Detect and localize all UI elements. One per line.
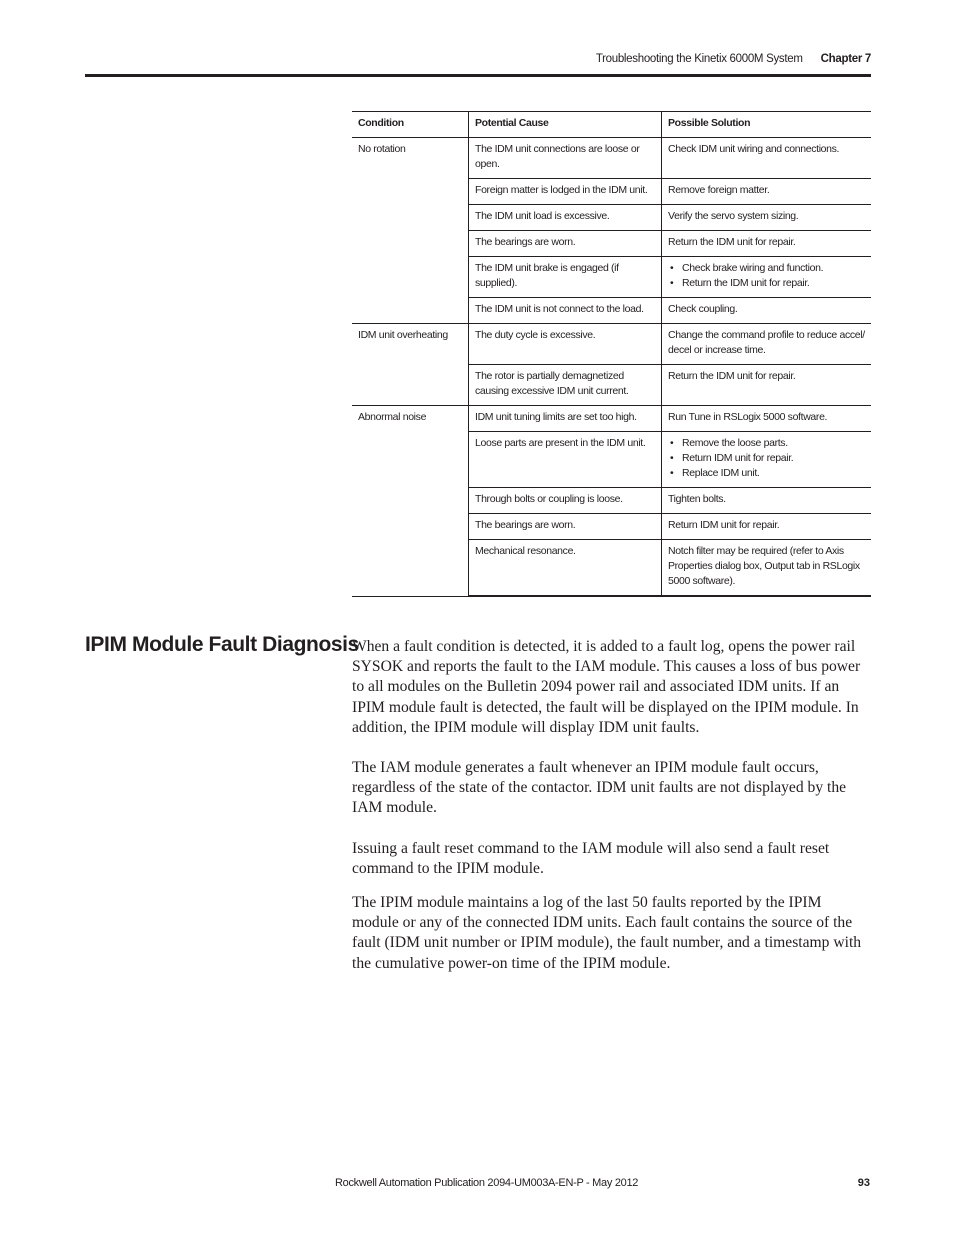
solution-list bbox=[668, 436, 866, 481]
table-row bbox=[352, 406, 871, 432]
solution-item: • Return the IDM unit for repair. bbox=[668, 276, 866, 291]
cause-cell: Foreign matter is lodged in the IDM unit. bbox=[469, 179, 662, 205]
solution-item: • Return IDM unit for repair. bbox=[668, 451, 866, 466]
solution-item: • Check brake wiring and function. bbox=[668, 261, 866, 276]
header-rule bbox=[85, 74, 871, 77]
running-header bbox=[596, 53, 871, 65]
publication-footer: Rockwell Automation Publication 2094-UM003A-EN-P - May 2012 bbox=[335, 1177, 639, 1189]
solution-cell: Remove foreign matter. bbox=[662, 179, 872, 205]
running-title: Troubleshooting the Kinetix 6000M System bbox=[595, 53, 803, 65]
cause-cell: The rotor is partially demagnetized causing excessive IDM unit current. bbox=[469, 365, 662, 406]
condition-cell: Abnormal noise bbox=[352, 406, 469, 597]
section-heading: IPIM Module Fault Diagnosis bbox=[85, 633, 359, 656]
cause-cell: IDM unit tuning limits are set too high. bbox=[469, 406, 662, 432]
solution-cell: Notch filter may be required (refer to Axis Properties dialog box, Output tab in RSLogix 5000 software). bbox=[662, 540, 872, 597]
body-paragraph: The IAM module generates a fault whenever an IPIM module fault occurs, regardless of the state of the contactor. IDM unit faults are not displayed by the IAM module. bbox=[352, 759, 847, 817]
section-body bbox=[352, 637, 872, 974]
solution-cell: Return IDM unit for repair. bbox=[662, 514, 872, 540]
solution-item: • Replace IDM unit. bbox=[668, 466, 866, 481]
cause-cell: The IDM unit brake is engaged (if supplied). bbox=[469, 257, 662, 298]
table-row bbox=[352, 324, 871, 365]
solution-list bbox=[668, 261, 866, 291]
cause-cell: The bearings are worn. bbox=[469, 514, 662, 540]
solution-cell: Tighten bolts. bbox=[662, 488, 872, 514]
solution-cell: Return the IDM unit for repair. bbox=[662, 231, 872, 257]
solution-cell: Check coupling. bbox=[662, 298, 872, 324]
solution-cell bbox=[662, 257, 872, 298]
cause-cell: Through bolts or coupling is loose. bbox=[469, 488, 662, 514]
chapter-label: Chapter 7 bbox=[820, 53, 871, 65]
cause-cell: The IDM unit load is excessive. bbox=[469, 205, 662, 231]
body-paragraph: The IPIM module maintains a log of the last 50 faults reported by the IPIM module or any of the connected IDM units. Each fault contains the source of the fault (IDM unit number or IPIM module), the fault number, and a timestamp with the cumulative power-on time of the IPIM module. bbox=[352, 894, 862, 972]
condition-cell: No rotation bbox=[352, 138, 469, 324]
cause-cell: The bearings are worn. bbox=[469, 231, 662, 257]
troubleshooting-table bbox=[352, 111, 871, 597]
solution-item: • Remove the loose parts. bbox=[668, 436, 866, 451]
cause-cell: The duty cycle is excessive. bbox=[469, 324, 662, 365]
cause-cell: Loose parts are present in the IDM unit. bbox=[469, 432, 662, 488]
table-row bbox=[352, 138, 871, 179]
solution-cell: Change the command profile to reduce accel/ decel or increase time. bbox=[662, 324, 872, 365]
cause-cell: The IDM unit is not connect to the load. bbox=[469, 298, 662, 324]
page-number: 93 bbox=[857, 1177, 870, 1189]
column-header: Potential Cause bbox=[469, 112, 662, 138]
body-paragraph: Issuing a fault reset command to the IAM module will also send a fault reset command to the IPIM module. bbox=[352, 839, 830, 877]
body-paragraph: When a fault condition is detected, it is added to a fault log, opens the power rail SYSOK and reports the fault to the IAM module. This causes a loss of bus power to all modules on the Bulletin 2094 power rail and associated IDM units. If an IPIM module fault is detected, the fault will be displayed on the IPIM module. In addition, the IPIM module will display IDM unit faults. bbox=[352, 638, 861, 736]
solution-cell: Return the IDM unit for repair. bbox=[662, 365, 872, 406]
cause-cell: The IDM unit connections are loose or open. bbox=[469, 138, 662, 179]
solution-cell: Check IDM unit wiring and connections. bbox=[662, 138, 872, 179]
cause-cell: Mechanical resonance. bbox=[469, 540, 662, 597]
condition-cell: IDM unit overheating bbox=[352, 324, 469, 406]
column-header: Possible Solution bbox=[662, 112, 872, 138]
table-header-row bbox=[352, 112, 871, 138]
column-header: Condition bbox=[352, 112, 469, 138]
solution-cell: Verify the servo system sizing. bbox=[662, 205, 872, 231]
table-body bbox=[352, 138, 871, 597]
solution-cell bbox=[662, 432, 872, 488]
solution-cell: Run Tune in RSLogix 5000 software. bbox=[662, 406, 872, 432]
